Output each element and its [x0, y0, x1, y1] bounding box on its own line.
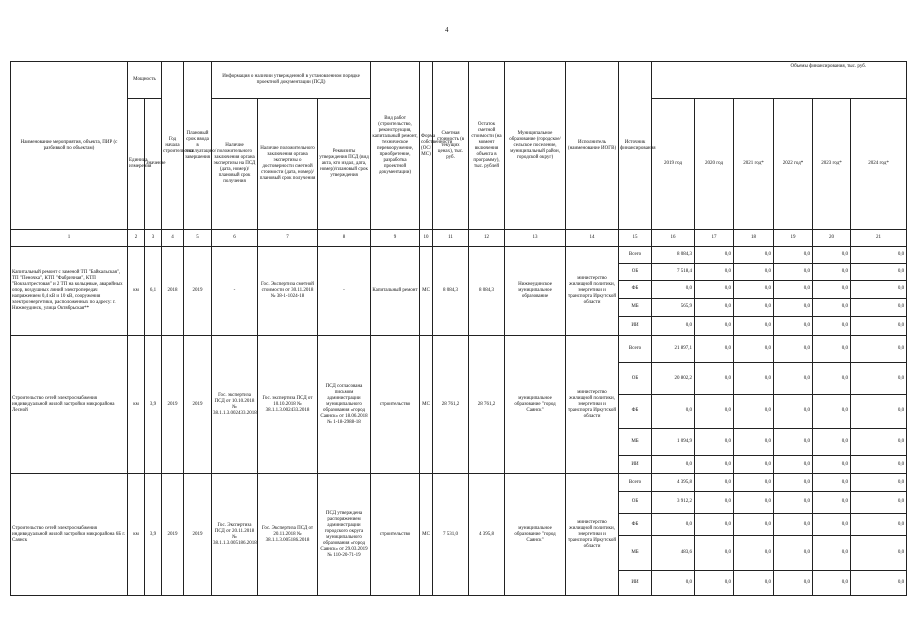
funding-value: 0,0 — [695, 335, 734, 362]
column-number: 15 — [619, 230, 652, 246]
column-number: 12 — [469, 230, 505, 246]
funding-value: 0,0 — [851, 335, 907, 362]
column-number: 1 — [11, 230, 128, 246]
funding-value: 0,0 — [774, 263, 813, 280]
funding-value: 0,0 — [734, 428, 774, 455]
header-executor: Исполнитель (наименование ИОГВ) — [566, 62, 619, 230]
header-funding-group: Объемы финансирования, тыс. руб. — [652, 62, 907, 99]
funding-value: 0,0 — [851, 474, 907, 491]
funding-value: 0,0 — [851, 536, 907, 571]
funding-value: 0,0 — [851, 298, 907, 317]
funding-source: ОБ — [619, 363, 652, 395]
funding-value: 0,0 — [813, 514, 851, 536]
funding-source: ИИ — [619, 571, 652, 596]
funding-value: 0,0 — [695, 298, 734, 317]
capacity-value: 6,1 — [145, 246, 162, 335]
estimate-cost: 8 084,3 — [433, 246, 469, 335]
funding-source: МБ — [619, 298, 652, 317]
capacity-value: 3,9 — [145, 335, 162, 474]
funding-value: 0,0 — [813, 536, 851, 571]
funding-value: 0,0 — [774, 246, 813, 263]
funding-value: 0,0 — [734, 298, 774, 317]
funding-value: 0,0 — [734, 514, 774, 536]
funding-value: 0,0 — [774, 428, 813, 455]
header-year: 2021 год* — [734, 99, 774, 230]
page-number: 4 — [445, 26, 449, 34]
funding-value: 0,0 — [774, 298, 813, 317]
header-ownership: Форма собственности (ОС/МС) — [420, 62, 433, 230]
start-year: 2019 — [162, 335, 184, 474]
cost-expertise: Гос. Экспертиза сметной стоимости от 30.11.2018 № 38-1-1024-18 — [258, 246, 318, 335]
commission-year: 2019 — [184, 335, 212, 474]
funding-value: 0,0 — [734, 474, 774, 491]
column-number: 8 — [318, 230, 371, 246]
column-number: 9 — [371, 230, 420, 246]
psd-approval: - — [318, 246, 371, 335]
column-number: 11 — [433, 230, 469, 246]
unit: км — [128, 335, 145, 474]
funding-value: 0,0 — [695, 474, 734, 491]
header-name: Наименование мероприятия, объекта, ПИР (с разбивкой по объектам) — [11, 62, 128, 230]
column-number: 10 — [420, 230, 433, 246]
funding-value: 0,0 — [652, 514, 695, 536]
header-year: 2019 год — [652, 99, 695, 230]
funding-value: 0,0 — [734, 395, 774, 428]
header-remaining: Остаток сметной стоимости (на момент включения объекта в программу), тыс. рублей — [469, 62, 505, 230]
funding-value: 0,0 — [695, 363, 734, 395]
work-type: строительство — [371, 335, 420, 474]
column-number: 18 — [734, 230, 774, 246]
funding-value: 0,0 — [695, 514, 734, 536]
funding-value: 0,0 — [695, 281, 734, 298]
funding-source: ИИ — [619, 317, 652, 336]
work-type: Капитальный ремонт — [371, 246, 420, 335]
column-number: 3 — [145, 230, 162, 246]
header-work-type: Вид работ (строительство, реконструкция, капитальный ремонт, техническое перевооружение, приобретение, разработка проектной документации) — [371, 62, 420, 230]
project-name: Капитальный ремонт с заменой ТП "Байкальская", ТП "Пеночка", КТП "Фабричная", КТП "Вокзалтрестовая" и 2 ТП на кольцевые, аварийных опор, воздушных линий электропередач напряжением 0,4 кВ и 10 кВ, сооружения электроэнергетики, расположенных по адресу: г. Нижнеудинск, улица Октябрьская** — [11, 246, 128, 335]
municipality: муниципальное образование "город Саянск" — [505, 335, 566, 474]
funding-value: 0,0 — [774, 571, 813, 596]
funding-value: 483,6 — [652, 536, 695, 571]
funding-value: 0,0 — [652, 281, 695, 298]
funding-value: 0,0 — [734, 363, 774, 395]
funding-value: 3 912,2 — [652, 491, 695, 513]
funding-value: 0,0 — [813, 298, 851, 317]
funding-value: 0,0 — [813, 281, 851, 298]
header-commission-year: Плановый срок ввода в эксплуатацию/завершения — [184, 62, 212, 230]
funding-value: 565,9 — [652, 298, 695, 317]
unit: км — [128, 474, 145, 596]
funding-source: МБ — [619, 536, 652, 571]
funding-value: 0,0 — [813, 474, 851, 491]
column-number: 17 — [695, 230, 734, 246]
funding-value: 0,0 — [695, 455, 734, 474]
header-year: 2022 год* — [774, 99, 813, 230]
funding-value: 0,0 — [851, 491, 907, 513]
cost-expertise: Гос. экспертиза ПСД от 10.10.2018 № 38.1.1.3.002433.2018 — [258, 335, 318, 474]
project-name: Строительство сетей электроснабжения индивидуальной жилой застройки микрорайона Лесной — [11, 335, 128, 474]
commission-year: 2019 — [184, 246, 212, 335]
table-row — [11, 335, 907, 362]
funding-value: 0,0 — [851, 281, 907, 298]
funding-value: 0,0 — [695, 536, 734, 571]
ownership: МС — [420, 335, 433, 474]
header-value: Значение — [145, 99, 162, 230]
header-capacity: Мощность — [128, 62, 162, 99]
funding-value: 0,0 — [851, 263, 907, 280]
remaining-cost: 8 084,3 — [469, 246, 505, 335]
funding-value: 7 518,4 — [652, 263, 695, 280]
funding-value: 0,0 — [695, 428, 734, 455]
funding-value: 0,0 — [734, 263, 774, 280]
funding-source: ИИ — [619, 455, 652, 474]
header-year: 2024 год* — [851, 99, 907, 230]
funding-value: 0,0 — [734, 281, 774, 298]
funding-value: 0,0 — [734, 455, 774, 474]
header-year: 2023 год* — [813, 99, 851, 230]
funding-value: 0,0 — [774, 474, 813, 491]
funding-value: 0,0 — [851, 317, 907, 336]
header-start-year: Год начала строительства — [162, 62, 184, 230]
column-number: 4 — [162, 230, 184, 246]
header-expertise: Наличие положительного заключения органа экспертизы на ПСД (дата, номер)/плановый срок получения — [212, 99, 258, 230]
funding-value: 0,0 — [652, 317, 695, 336]
funding-value: 0,0 — [695, 246, 734, 263]
start-year: 2018 — [162, 246, 184, 335]
funding-value: 0,0 — [734, 491, 774, 513]
project-name: Строительство сетей электроснабжения индивидуальной жилой застройки микрорайона 6Б г. Саянск — [11, 474, 128, 596]
work-type: строительство — [371, 474, 420, 596]
funding-value: 0,0 — [851, 455, 907, 474]
expertise: Гос. экспертиза ПСД от 10.10.2018 № 38.1.1.3.002433.2018 — [212, 335, 258, 474]
funding-value: 0,0 — [774, 363, 813, 395]
funding-value: 0,0 — [695, 263, 734, 280]
funding-value: 4 395,8 — [652, 474, 695, 491]
funding-value: 0,0 — [695, 491, 734, 513]
header-psd-approval: Реквизиты утверждения ПСД (вид акта, кто издал, дата, номер)/плановый срок утверждения — [318, 99, 371, 230]
funding-value: 0,0 — [851, 395, 907, 428]
header-unit: Единица измерения — [128, 99, 145, 230]
executor: министерство жилищной политики, энергетики и транспорта Иркутской области — [566, 474, 619, 596]
funding-source: Всего — [619, 474, 652, 491]
funding-value: 0,0 — [774, 317, 813, 336]
column-number: 20 — [813, 230, 851, 246]
column-number: 21 — [851, 230, 907, 246]
table-row — [11, 474, 907, 491]
header-municipality: Муниципальное образование (городское/сельское поселение, муниципальный район, городской округ) — [505, 62, 566, 230]
funding-source: ОБ — [619, 263, 652, 280]
psd-approval: ПСД согласована письмом администрации муниципального образования «город Саянск» от 18.06.2018 № 1-18-2988-18 — [318, 335, 371, 474]
funding-value: 0,0 — [813, 246, 851, 263]
funding-value: 0,0 — [813, 491, 851, 513]
funding-value: 0,0 — [774, 335, 813, 362]
funding-value: 0,0 — [851, 514, 907, 536]
funding-value: 0,0 — [851, 363, 907, 395]
column-number: 5 — [184, 230, 212, 246]
header-source: Источник финансирования — [619, 62, 652, 230]
funding-source: ФБ — [619, 514, 652, 536]
funding-value: 21 897,1 — [652, 335, 695, 362]
funding-value: 0,0 — [813, 428, 851, 455]
funding-value: 0,0 — [813, 317, 851, 336]
funding-value: 0,0 — [813, 363, 851, 395]
unit: км — [128, 246, 145, 335]
column-number: 2 — [128, 230, 145, 246]
remaining-cost: 4 395,8 — [469, 474, 505, 596]
funding-value: 20 802,2 — [652, 363, 695, 395]
funding-value: 0,0 — [813, 571, 851, 596]
funding-value: 0,0 — [652, 455, 695, 474]
expertise: - — [212, 246, 258, 335]
executor: министерство жилищной политики, энергетики и транспорта Иркутской области — [566, 335, 619, 474]
funding-source: МБ — [619, 428, 652, 455]
funding-value: 8 084,3 — [652, 246, 695, 263]
ownership: МС — [420, 246, 433, 335]
funding-value: 0,0 — [774, 491, 813, 513]
expertise: Гос. Экспертиза ПСД от 20.11.2018 № 38.1.1.3.005186.2018 — [212, 474, 258, 596]
funding-value: 0,0 — [774, 395, 813, 428]
funding-source: Всего — [619, 246, 652, 263]
column-numbers-row — [11, 230, 907, 246]
funding-value: 0,0 — [695, 317, 734, 336]
funding-value: 0,0 — [734, 571, 774, 596]
municipality: муниципальное образование "город Саянск" — [505, 474, 566, 596]
remaining-cost: 28 761,2 — [469, 335, 505, 474]
start-year: 2019 — [162, 474, 184, 596]
funding-value: 1 094,9 — [652, 428, 695, 455]
funding-value: 0,0 — [652, 395, 695, 428]
funding-value: 0,0 — [813, 395, 851, 428]
commission-year: 2019 — [184, 474, 212, 596]
funding-value: 0,0 — [774, 455, 813, 474]
funding-value: 0,0 — [734, 317, 774, 336]
municipality: Нижнеудинское муниципальное образование — [505, 246, 566, 335]
funding-source: ФБ — [619, 281, 652, 298]
cost-expertise: Гос. Экспертиза ПСД от 20.11.2018 № 38.1.1.3.005186.2018 — [258, 474, 318, 596]
funding-value: 0,0 — [851, 428, 907, 455]
funding-source: ФБ — [619, 395, 652, 428]
funding-value: 0,0 — [851, 571, 907, 596]
column-number: 7 — [258, 230, 318, 246]
funding-value: 0,0 — [813, 335, 851, 362]
program-table — [10, 61, 907, 596]
column-number: 13 — [505, 230, 566, 246]
estimate-cost: 28 761,2 — [433, 335, 469, 474]
funding-value: 0,0 — [734, 246, 774, 263]
estimate-cost: 7 531,0 — [433, 474, 469, 596]
funding-value: 0,0 — [652, 571, 695, 596]
column-number: 16 — [652, 230, 695, 246]
funding-value: 0,0 — [734, 536, 774, 571]
funding-value: 0,0 — [695, 571, 734, 596]
header-psd-group: Информация о наличии утвержденной в установленном порядке проектной документации (ПСД) — [212, 62, 371, 99]
funding-value: 0,0 — [813, 263, 851, 280]
funding-value: 0,0 — [851, 246, 907, 263]
psd-approval: ПСД утверждена распоряжением администрации городского округа муниципального образования «город Саянск» от 29.03.2019 № 110-20-71-19 — [318, 474, 371, 596]
header-year: 2020 год — [695, 99, 734, 230]
column-number: 19 — [774, 230, 813, 246]
funding-value: 0,0 — [813, 455, 851, 474]
column-number: 14 — [566, 230, 619, 246]
executor: министерство жилищной политики, энергетики и транспорта Иркутской области — [566, 246, 619, 335]
funding-value: 0,0 — [774, 536, 813, 571]
column-number: 6 — [212, 230, 258, 246]
ownership: МС — [420, 474, 433, 596]
capacity-value: 3,9 — [145, 474, 162, 596]
table-row — [11, 246, 907, 263]
header-estimate: Сметная стоимость (в текущих ценах), тыс. руб. — [433, 62, 469, 230]
funding-value: 0,0 — [774, 514, 813, 536]
funding-value: 0,0 — [734, 335, 774, 362]
funding-source: ОБ — [619, 491, 652, 513]
funding-value: 0,0 — [774, 281, 813, 298]
funding-source: Всего — [619, 335, 652, 362]
header-cost-expertise: Наличие положительного заключения органа экспертизы о достоверности сметной стоимости (дата, номер)/плановый срок получения — [258, 99, 318, 230]
funding-value: 0,0 — [695, 395, 734, 428]
